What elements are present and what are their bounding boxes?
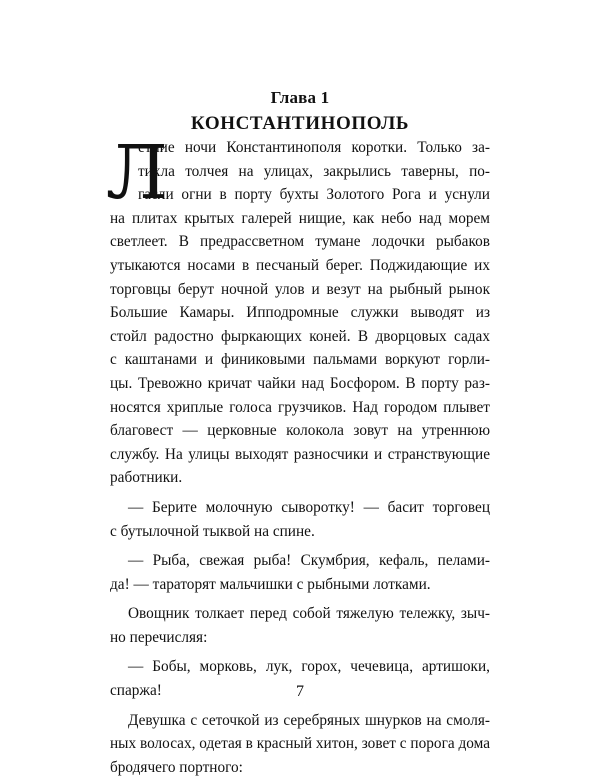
paragraph [110, 709, 490, 779]
drop-cap: Л [106, 130, 168, 216]
text-line: етние ночи Константинополя коротки. Только за- [138, 139, 490, 156]
text-line: утыкаются носами в песчаный берег. Поджидающие их [110, 256, 490, 274]
text-line: на плитах крытых галерей нищие, как небо над морем [110, 209, 490, 227]
text-line: да! — тараторят мальчишки с рыбными лотками. [110, 575, 431, 593]
text-line: службу. На улицы выходят разносчики и странствующие [110, 445, 490, 463]
text-line: цы. Тревожно кричат чайки над Босфором. В порту раз- [110, 374, 490, 392]
text-line: Овощник толкает перед собой тяжелую тележку, зыч- [128, 605, 490, 623]
text-line: — Берите молочную сыворотку! — басит торговец [128, 498, 490, 516]
text-line: с каштанами и финиковыми пальмами воркуют горли- [110, 351, 490, 369]
text-line: Большие Камары. Ипподромные служки выводят из [110, 304, 490, 322]
text-line: — Бобы, морковь, лук, горох, чечевица, артишоки, [128, 658, 490, 676]
text-line: бродячего портного: [110, 758, 243, 776]
text-line: с бутылочной тыквой на спине. [110, 522, 315, 540]
page-number: 7 [296, 683, 304, 700]
text-line: стойл радостно фыркающих коней. В дворцовых садах [110, 327, 490, 345]
paragraph [110, 549, 490, 596]
text-line: благовест — церковные колокола зовут на утреннюю [110, 422, 490, 440]
chapter-label: Глава 1 [270, 88, 330, 107]
text-line: носятся хриплые голоса грузчиков. Над городом плывет [110, 398, 490, 416]
chapter-title: КОНСТАНТИНОПОЛЬ [190, 113, 410, 134]
text-line: ных волосах, одетая в красный хитон, зовет с порога дома [110, 735, 490, 753]
paragraph [110, 602, 490, 649]
text-line: спаржа! [110, 682, 162, 700]
paragraph [110, 496, 490, 543]
text-line: Девушка с сеточкой из серебряных шнурков на смоля- [128, 711, 490, 729]
text-line: тихла толчея на улицах, закрылись таверны, по- [138, 162, 490, 180]
text-line: работники. [110, 469, 183, 487]
text-line: светлеет. В предрассветном тумане лодочки рыбаков [110, 233, 490, 251]
text-line: но перечисляя: [110, 628, 208, 646]
text-line: гасли огни в порту бухты Золотого Рога и уснули [138, 186, 490, 204]
text-line: — Рыба, свежая рыба! Скумбрия, кефаль, пелами- [128, 552, 490, 570]
text-line: торговцы берут ночной улов и везут на рыбный рынок [110, 280, 490, 298]
first-paragraph [106, 130, 490, 490]
